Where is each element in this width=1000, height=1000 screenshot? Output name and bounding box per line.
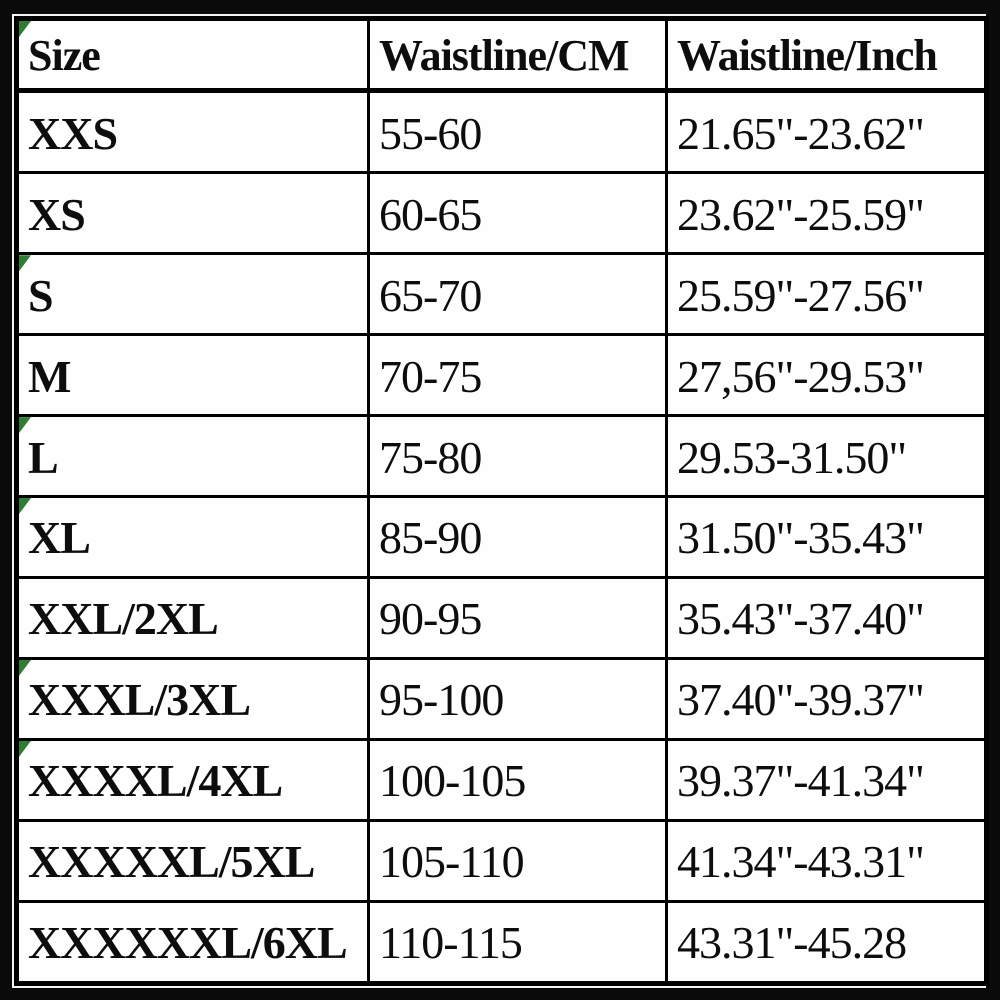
waistline-inch-cell: 39.37"-41.34" [667, 739, 987, 820]
waistline-inch-cell: 35.43"-37.40" [667, 577, 987, 658]
waistline-cm-cell: 75-80 [369, 416, 667, 497]
header-row [17, 19, 987, 91]
waistline-inch-cell: 25.59"-27.56" [667, 254, 987, 335]
size-label: XXXL/3XL [28, 674, 251, 726]
column-header-waistline-inch [667, 19, 987, 91]
size-cell [17, 254, 369, 335]
size-cell: XXXXXXL/6XL [17, 901, 369, 983]
waistline-cm-cell: 65-70 [369, 254, 667, 335]
size-cell [17, 497, 369, 578]
table-row-xxs [17, 91, 987, 173]
column-header-waistline-cm-label: Waistline/CM [379, 31, 629, 80]
size-cell: XS [17, 173, 369, 254]
waistline-cm-cell: 105-110 [369, 820, 667, 901]
table-row-xl [17, 497, 987, 578]
table-row-xs [17, 173, 987, 254]
size-cell [17, 739, 369, 820]
waistline-inch-cell: 41.34"-43.31" [667, 820, 987, 901]
size-chart-table [14, 16, 989, 986]
size-cell: XXXXXL/5XL [17, 820, 369, 901]
size-label: XL [28, 512, 90, 564]
waistline-cm-cell: 110-115 [369, 901, 667, 983]
table-row-xxxxl-4xl [17, 739, 987, 820]
waistline-inch-cell: 23.62"-25.59" [667, 173, 987, 254]
table-row-m [17, 335, 987, 416]
size-cell: M [17, 335, 369, 416]
waistline-inch-cell: 37.40"-39.37" [667, 658, 987, 739]
column-header-waistline-inch-label: Waistline/Inch [677, 31, 937, 80]
table-row-xxxxxxl-6xl [17, 901, 987, 983]
table-row-xxxxxl-5xl [17, 820, 987, 901]
size-cell [17, 658, 369, 739]
size-label: L [28, 431, 58, 483]
table-body [17, 91, 987, 984]
waistline-cm-cell: 70-75 [369, 335, 667, 416]
table-row-xxxl-3xl [17, 658, 987, 739]
column-header-size [17, 19, 369, 91]
waistline-inch-cell: 21.65"-23.62" [667, 91, 987, 173]
waistline-inch-cell: 29.53-31.50" [667, 416, 987, 497]
table-header [17, 19, 987, 91]
waistline-cm-cell: 55-60 [369, 91, 667, 173]
waistline-inch-cell: 27,56"-29.53" [667, 335, 987, 416]
size-cell [17, 416, 369, 497]
table-row-s [17, 254, 987, 335]
table-row-xxl-2xl [17, 577, 987, 658]
waistline-cm-cell: 90-95 [369, 577, 667, 658]
waistline-cm-cell: 100-105 [369, 739, 667, 820]
table-outer-sliver [12, 14, 986, 988]
size-label: S [28, 269, 53, 321]
size-label: XXXXL/4XL [28, 755, 283, 807]
waistline-inch-cell: 31.50"-35.43" [667, 497, 987, 578]
waistline-cm-cell: 85-90 [369, 497, 667, 578]
waistline-cm-cell: 60-65 [369, 173, 667, 254]
black-frame [12, 14, 986, 988]
column-header-size-label: Size [28, 31, 100, 80]
size-cell: XXL/2XL [17, 577, 369, 658]
waistline-cm-cell: 95-100 [369, 658, 667, 739]
table-row-l [17, 416, 987, 497]
waistline-inch-cell: 43.31"-45.28 [667, 901, 987, 983]
column-header-waistline-cm [369, 19, 667, 91]
size-cell: XXS [17, 91, 369, 173]
